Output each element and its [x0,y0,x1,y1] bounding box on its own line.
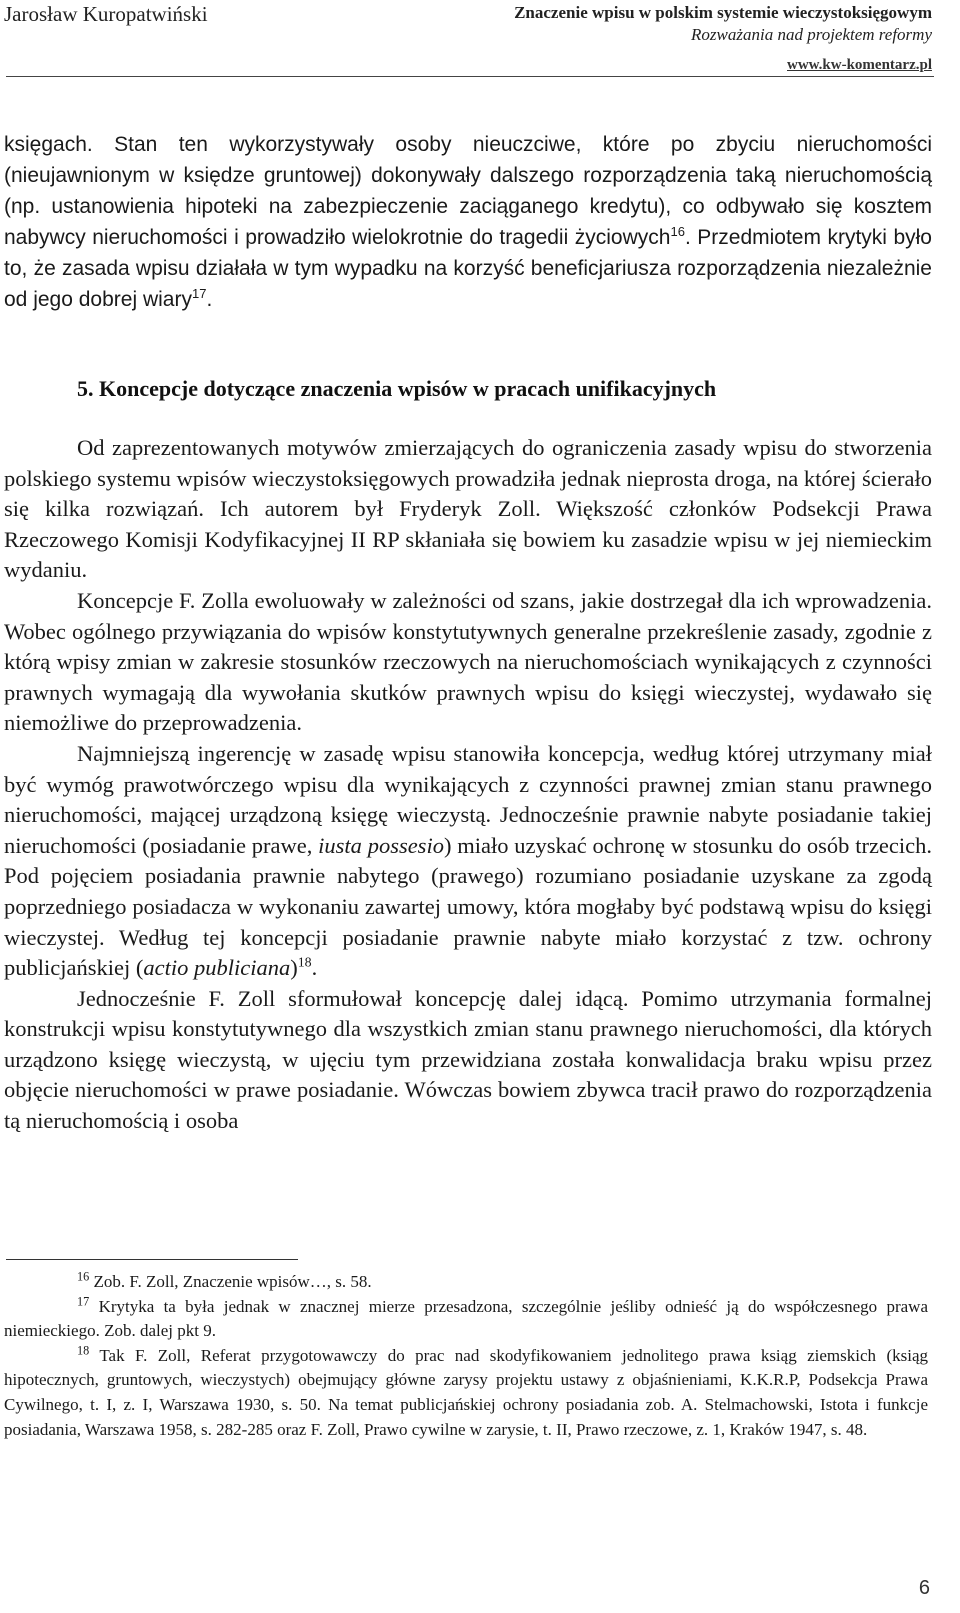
footnote-item [4,1270,928,1295]
p3-italic-iusta-possesio: iusta possesio [318,832,444,858]
header-divider [6,76,934,77]
footnote-item [4,1344,928,1442]
section-paragraph-2: Koncepcje F. Zolla ewoluowały w zależności od szans, jakie dostrzegał dla ich wprowadzenia. Wobec ogólnego przywiązania do wpisów konstytutywnych generalne przekreślenie zasady, zgodnie z którą wpisy zmian w zakresie stosunków rzeczowych na nieruchomościach wynikających z czynności prawnych wymagają dla wywołania skutków prawnych wpisu do księgi wieczystej, wydawało się niemożliwe do przeprowadzenia. [4,587,932,736]
footnote-text: Zob. F. Zoll, Znaczenie wpisów…, s. 58. [93,1272,372,1291]
footnote-ref-16[interactable]: 16 [670,224,685,239]
footnote-number: 16 [77,1269,90,1284]
header-title-block [514,2,932,76]
section-heading: 5. Koncepcje dotyczące znaczenia wpisów w pracach unifikacyjnych [77,376,717,401]
intro-text-c: . [206,288,213,311]
p3-text-c: ) [290,955,298,981]
section-paragraph-4: Jednocześnie F. Zoll sformułował koncepcję dalej idącą. Pomimo utrzymania formalnej konstrukcji wpisu konstytutywnego dla wszystkich zmian stanu prawnego nieruchomości, dla których urządzono księgę wieczystą, w ujęciu tym przewidziana została konwalidacja braku wpisu przez objęcie nieruchomości w prawe posiadanie. Wówczas bowiem zbywca tracił prawo do rozporządzenia tą nieruchomością i osoba [4,985,932,1134]
p3-text-d: . [311,955,318,981]
p3-text-b: ) miało uzyskać ochronę w stosunku do osób trzecich. Pod pojęciem posiadania prawnie nabytego (prawego) rozumiano posiadanie uzyskane za zgodą poprzedniego posiadacza w wykonaniu zawartej umowy, która mogłaby być podstawą wpisu do księgi wieczystej. Według tej koncepcji posiadanie prawnie nabyte miało korzystać z tzw. ochrony publicjańskiej ( [4,832,933,981]
section-paragraph-1: Od zaprezentowanych motywów zmierzających do ograniczenia zasady wpisu do stworzenia polskiego systemu wpisów wieczystoksięgowych prowadziła jednak nieprosta droga, na której ścierało się kilka rozwiązań. Ich autorem był Fryderyk Zoll. Większość członków Podsekcji Prawa Rzeczowego Komisji Kodyfikacyjnej II RP skłaniała się bowiem ku zasadzie wpisu w jej niemieckim wydaniu. [4,435,932,583]
header-title: Znaczenie wpisu w polskim systemie wieczystoksięgowym [514,3,932,22]
footnote-text: Krytyka ta była jednak w znacznej mierze przesadzona, szczególnie jeśliby odnieść ją do współczesnego prawa niemieckiego. Zob. dalej pkt 9. [4,1296,929,1341]
footnote-item [4,1295,928,1344]
footnote-divider [6,1259,298,1260]
intro-text-a: księgach. Stan ten wykorzystywały osoby nieuczciwe, które po zbyciu nieruchomości (nieujawnionym w księdze gruntowej) dokonywały dalszego rozporządzenia taką nieruchomością (np. ustanowienia hipoteki na zabezpieczenie zaciąganego kredytu), co odbywało się kosztem nabywcy nieruchomości i prowadziło wielokrotnie do tragedii życiowych [4,133,932,249]
intro-paragraph [4,129,932,315]
footnote-text: Tak F. Zoll, Referat przygotowawczy do prac nad skodyfikowaniem jednolitego prawa ksiąg ziemskich (ksiąg hipotecznych, gruntowych, wieczystych) obejmujący główne zarysy projektu ustawy z objaśnieniami, K.K.R.P, Podsekcja Prawa Cywilnego, t. I, z. I, Warszawa 1930, s. 50. Na temat publicjańskiej ochrony posiadania zob. A. Stelmachowski, Istota i funkcje posiadania, Warszawa 1958, s. 282-285 oraz F. Zoll, Prawo cywilne w zarysie, t. II, Prawo rzeczowe, z. 1, Kraków 1947, s. 48. [4,1345,928,1439]
p3-italic-actio-publiciana: actio publiciana [143,955,291,981]
section-body [4,433,932,1137]
header-url-link[interactable]: www.kw-komentarz.pl [787,57,932,73]
footnote-ref-18[interactable]: 18 [297,955,312,971]
p3-text-a: Najmniejszą ingerencję w zasadę wpisu stanowiła koncepcja, według której utrzymany miał być wymóg prawotwórczego wpisu dla wynikających z czynności prawnej zmian stanu prawnego nieruchomości, mającej urządzoną księgę wieczystą. Jednocześnie prawnie nabyte posiadanie takiej nieruchomości (posiadanie prawe, [4,740,932,858]
footnote-ref-17[interactable]: 17 [191,286,207,301]
section-paragraph-3 [4,739,932,984]
footnotes [4,1270,928,1442]
footnote-number: 18 [77,1343,90,1358]
intro-text-b: . Przedmiotem krytyki było to, że zasada wpisu działała w tym wypadku na korzyść beneficjariusza rozporządzenia niezależnie od jego dobrej wiary [4,226,932,311]
header-subtitle: Rozważania nad projektem reformy [691,25,932,44]
page-number: 6 [918,1577,930,1599]
header-author: Jarosław Kuropatwiński [4,2,208,26]
footnote-number: 17 [77,1293,90,1308]
